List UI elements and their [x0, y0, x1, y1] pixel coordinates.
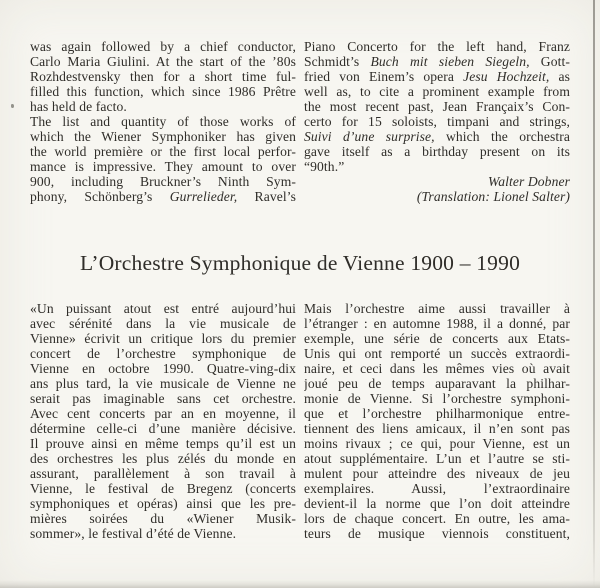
- text-line: [304, 99, 570, 114]
- text-segment: mulent pour atteindre des niveaux de jeu: [304, 466, 570, 481]
- text-line: [304, 361, 570, 376]
- text-line: [30, 84, 296, 99]
- french-text-section: [30, 301, 570, 541]
- text-line: [304, 466, 570, 481]
- text-line: [304, 174, 570, 189]
- scan-speck: [11, 104, 14, 108]
- text-line: [304, 391, 570, 406]
- text-segment: atout supplémentaire. L’un et l’autre se sti-: [304, 451, 570, 466]
- text-segment: Avec cent concerts par an en moyenne, il: [30, 406, 296, 421]
- text-line: [30, 159, 296, 174]
- text-segment: lors de chaque concert. En outre, les ama-: [304, 511, 570, 526]
- text-segment: Vienne, le festival de Bregenz (concerts: [30, 481, 296, 496]
- text-line: [304, 189, 570, 204]
- french-columns: [30, 301, 570, 541]
- text-segment: Vienne en octobre 1990. Quatre-ving-dix: [30, 361, 296, 376]
- text-line: [30, 466, 296, 481]
- text-segment: symphoniques et opéras) ainsi que les pre-: [30, 496, 296, 511]
- text-line: [30, 331, 296, 346]
- text-line: [30, 316, 296, 331]
- text-line: [30, 526, 296, 541]
- text-line: [304, 451, 570, 466]
- text-line: [30, 496, 296, 511]
- english-right-column: [304, 39, 570, 204]
- text-line: [30, 436, 296, 451]
- italic-text-segment: (Translation: Lionel Salter): [416, 189, 570, 204]
- text-segment: Schmidt’s: [304, 54, 371, 69]
- text-line: [304, 526, 570, 541]
- text-segment: devient-il la norme que l’on doit atteindre: [304, 496, 570, 511]
- text-line: [304, 159, 570, 174]
- text-line: [30, 39, 296, 54]
- text-segment: phony, Schönberg’s: [30, 189, 170, 204]
- text-line: [30, 54, 296, 69]
- text-segment: Rozhdestvensky then for a short time ful-: [30, 69, 296, 84]
- french-right-column: [304, 301, 570, 541]
- text-line: [304, 496, 570, 511]
- text-segment: joué peu de temps auparavant la philhar-: [304, 376, 570, 391]
- page-edge-line: [593, 0, 595, 588]
- text-segment: exemple, une série de concerts aux Etats-: [304, 331, 570, 346]
- text-line: [30, 129, 296, 144]
- text-segment: sommer», le festival d’été de Vienne.: [30, 526, 237, 541]
- italic-text-segment: Walter Dobner: [488, 174, 570, 189]
- text-line: [304, 39, 570, 54]
- text-line: [304, 316, 570, 331]
- italic-text-segment: Jesu Hochzeit,: [463, 69, 550, 84]
- text-segment: monie de Vienne. Si l’orchestre symphoni-: [304, 391, 570, 406]
- text-segment: The list and quantity of those works of: [30, 114, 296, 129]
- text-segment: mières soirées du «Wiener Musik-: [30, 511, 296, 526]
- italic-text-segment: Buch mit sieben Siegeln,: [370, 54, 530, 69]
- text-segment: 900, including Bruckner’s Ninth Sym-: [30, 174, 296, 189]
- text-line: [304, 114, 570, 129]
- text-line: [30, 301, 296, 316]
- text-segment: has held de facto.: [30, 99, 127, 114]
- text-segment: was again followed by a chief conductor,: [30, 39, 296, 54]
- text-line: [304, 129, 570, 144]
- text-line: [30, 114, 296, 129]
- english-left-column: [30, 39, 296, 204]
- text-line: [30, 421, 296, 436]
- text-line: [304, 511, 570, 526]
- text-segment: l’étranger : en automne 1988, il a donné, par: [304, 316, 570, 331]
- french-left-column: [30, 301, 296, 541]
- text-line: [30, 376, 296, 391]
- text-segment: naire, et ceci dans les mêmes vies où avait: [304, 361, 570, 376]
- text-segment: Il prouve ainsi en même temps qu’il est un: [30, 436, 296, 451]
- text-segment: mance is impressive. They amount to over: [30, 159, 296, 174]
- text-segment: which the orchestra: [434, 129, 570, 144]
- text-line: [304, 54, 570, 69]
- text-segment: concert de l’orchestre symphonique de: [30, 346, 296, 361]
- text-segment: “90th.”: [304, 159, 345, 174]
- text-line: [304, 376, 570, 391]
- text-segment: que et l’orchestre philharmonique entre-: [304, 406, 570, 421]
- text-segment: Unis qui ont remporté un succès extraordi-: [304, 346, 570, 361]
- text-segment: as: [549, 69, 570, 84]
- text-segment: Carlo Maria Giulini. At the start of the ’80s: [30, 54, 296, 69]
- text-segment: assurant, parallèlement à son travail à: [30, 466, 296, 481]
- italic-text-segment: Suivi d’une surprise,: [304, 129, 435, 144]
- text-line: [304, 346, 570, 361]
- text-segment: des orchestres les plus zélés du monde en: [30, 451, 296, 466]
- text-line: [30, 511, 296, 526]
- text-line: [304, 481, 570, 496]
- text-line: [30, 481, 296, 496]
- text-line: [30, 361, 296, 376]
- text-line: [304, 406, 570, 421]
- text-segment: Vienne» écrivit un critique lors du premier: [30, 331, 296, 346]
- text-line: [304, 69, 570, 84]
- text-line: [304, 144, 570, 159]
- text-line: [30, 174, 296, 189]
- scan-shadow-bottom: [0, 580, 600, 588]
- english-text-section: [30, 39, 570, 204]
- text-line: [304, 421, 570, 436]
- text-segment: moins rivaux ; ce qui, pour Vienne, est un: [304, 436, 570, 451]
- text-line: [30, 144, 296, 159]
- text-segment: tiennent des liens amicaux, il n’en sont pas: [304, 421, 570, 436]
- text-segment: the world première or the first local perfor-: [30, 144, 296, 159]
- text-line: [30, 391, 296, 406]
- text-segment: serait pas imaginable sans cet orchestre.: [30, 391, 296, 406]
- text-segment: détermine celle-ci d’une manière décisive.: [30, 421, 296, 436]
- text-segment: avec sérénité dans la vie musicale de: [30, 316, 296, 331]
- text-line: [304, 331, 570, 346]
- text-line: [30, 451, 296, 466]
- text-segment: certo for 15 soloists, timpani and strings,: [304, 114, 570, 129]
- text-segment: Ravel’s: [237, 189, 296, 204]
- text-segment: fried von Einem’s opera: [304, 69, 464, 84]
- text-line: [30, 346, 296, 361]
- text-segment: filled this function, which since 1986 Prêtre: [30, 84, 296, 99]
- text-line: [30, 406, 296, 421]
- text-line: [30, 99, 296, 114]
- text-segment: well as, to cite a prominent example from: [304, 84, 570, 99]
- text-segment: Gott-: [529, 54, 570, 69]
- italic-text-segment: Gurrelieder,: [169, 189, 238, 204]
- text-segment: Piano Concerto for the left hand, Franz: [304, 39, 570, 54]
- text-segment: the most recent past, Jean Françaix’s Con-: [304, 99, 570, 114]
- text-segment: ans plus tard, la vie musicale de Vienne ne: [30, 376, 296, 391]
- section-title: L’Orchestre Symphonique de Vienne 1900 – 1990: [79, 251, 521, 275]
- text-line: [304, 436, 570, 451]
- text-line: [30, 69, 296, 84]
- text-line: [304, 84, 570, 99]
- english-columns: [30, 39, 570, 204]
- text-segment: gave itself as a birthday present on its: [304, 144, 570, 159]
- text-line: [30, 189, 296, 204]
- text-segment: «Un puissant atout est entré aujourd’hui: [30, 301, 296, 316]
- text-segment: teurs de musique viennois constituent,: [304, 526, 570, 541]
- text-line: [304, 301, 570, 316]
- text-segment: exemplaires. Aussi, l’extraordinaire: [304, 481, 570, 496]
- text-segment: which the Wiener Symphoniker has given: [30, 129, 296, 144]
- text-segment: Mais l’orchestre aime aussi travailler à: [304, 301, 570, 316]
